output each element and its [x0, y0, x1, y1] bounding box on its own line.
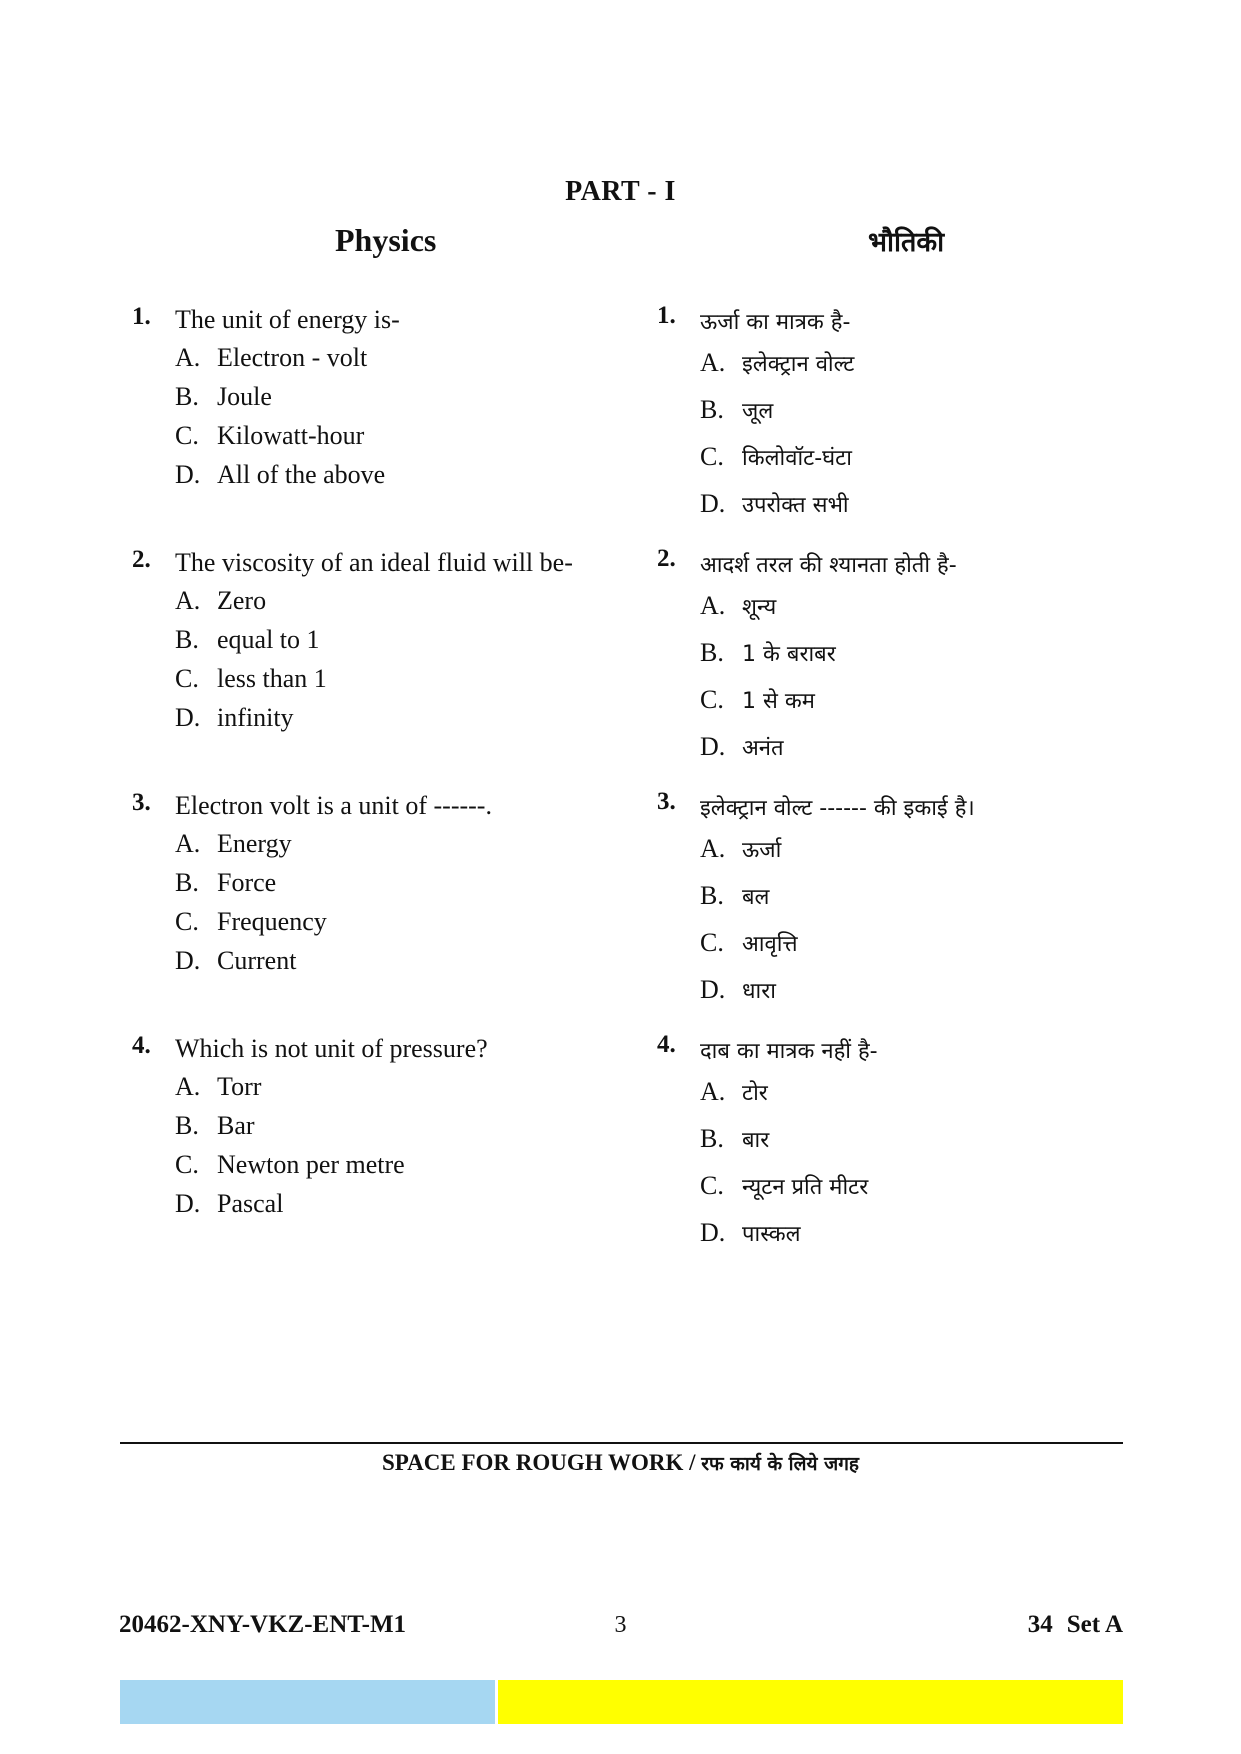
option-b: B. बार — [700, 1124, 770, 1153]
option-a: A. ऊर्जा — [700, 834, 782, 863]
option-b: B. बल — [700, 881, 770, 910]
question-text: ऊर्जा का मात्रक है- — [700, 310, 851, 335]
question-number: 3. — [657, 788, 676, 815]
option-a: A. टोर — [700, 1077, 768, 1106]
question-number: 2. — [657, 545, 676, 572]
option-a: A. शून्य — [700, 591, 777, 620]
option-a: A. Electron - volt — [175, 343, 368, 372]
option-c: C. Newton per metre — [175, 1150, 405, 1179]
option-d: D. धारा — [700, 975, 776, 1004]
question-number: 4. — [132, 1032, 151, 1059]
rough-work-label — [0, 1450, 1241, 1476]
option-c: C. less than 1 — [175, 664, 327, 693]
question-number: 3. — [132, 789, 151, 816]
part-title: PART - I — [565, 176, 676, 207]
rough-work-divider — [120, 1442, 1123, 1444]
option-d: D. Pascal — [175, 1189, 284, 1218]
option-b: B. Force — [175, 868, 277, 897]
question-number: 1. — [657, 302, 676, 329]
option-d: D. Current — [175, 946, 297, 975]
question-number: 1. — [132, 303, 151, 330]
option-a: A. Torr — [175, 1072, 262, 1101]
set-label — [1028, 1611, 1123, 1639]
option-a: A. Zero — [175, 586, 267, 615]
option-d: D. अनंत — [700, 732, 784, 761]
option-a: A. Energy — [175, 829, 292, 858]
option-a: A. इलेक्ट्रान वोल्ट — [700, 348, 855, 377]
option-b: B. Bar — [175, 1111, 255, 1140]
option-c: C. 1 से कम — [700, 685, 815, 714]
footer-number: 34 — [1027, 1611, 1053, 1638]
footer-set: Set A — [1066, 1611, 1123, 1638]
option-d: D. उपरोक्त सभी — [700, 489, 849, 518]
option-c: C. Kilowatt-hour — [175, 421, 365, 450]
footer-color-bar-left — [120, 1680, 495, 1724]
question-text: इलेक्ट्रान वोल्ट ------ की इकाई है। — [700, 796, 975, 821]
option-c: C. Frequency — [175, 907, 327, 936]
option-d: D. infinity — [175, 703, 294, 732]
option-d: D. All of the above — [175, 460, 386, 489]
question-text: The unit of energy is- — [175, 305, 400, 334]
option-b: B. 1 के बराबर — [700, 638, 836, 667]
option-c: C. न्यूटन प्रति मीटर — [700, 1171, 869, 1200]
option-b: B. जूल — [700, 395, 774, 424]
page-number: 3 — [614, 1612, 627, 1638]
option-d: D. पास्कल — [700, 1218, 801, 1247]
question-text: The viscosity of an ideal fluid will be- — [175, 548, 573, 577]
question-number: 2. — [132, 546, 151, 573]
subject-title-hindi: भौतिकी — [868, 227, 945, 258]
paper-code: 20462-XNY-VKZ-ENT-M1 — [119, 1611, 407, 1638]
option-c: C. किलोवॉट-घंटा — [700, 442, 852, 471]
rough-work-label-en: SPACE FOR ROUGH WORK / — [382, 1450, 696, 1475]
subject-title-english: Physics — [335, 222, 437, 258]
question-number: 4. — [657, 1031, 676, 1058]
question-text: Which is not unit of pressure? — [175, 1034, 488, 1063]
rough-work-label-hi: रफ कार्य के लिये जगह — [701, 1453, 859, 1475]
question-text: आदर्श तरल की श्यानता होती है- — [700, 553, 957, 578]
footer-color-bar-right — [498, 1680, 1123, 1724]
option-c: C. आवृत्ति — [700, 928, 798, 957]
question-text: Electron volt is a unit of ------. — [175, 791, 492, 820]
option-b: B. Joule — [175, 382, 272, 411]
question-text: दाब का मात्रक नहीं है- — [700, 1039, 878, 1064]
option-b: B. equal to 1 — [175, 625, 320, 654]
